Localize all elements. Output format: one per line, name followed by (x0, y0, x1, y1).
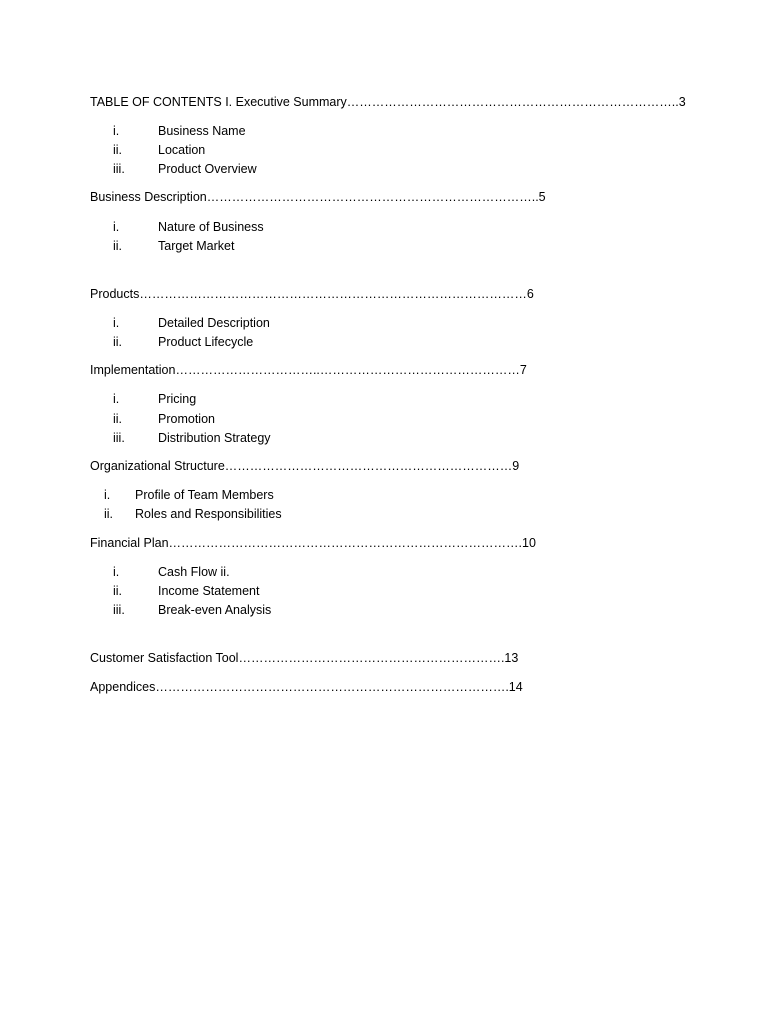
toc-heading: Organizational Structure……………………………………………………………9 (90, 459, 520, 473)
toc-subitem-label: Distribution Strategy (158, 431, 271, 445)
toc-subitem-label: Promotion (158, 412, 215, 426)
toc-subitem-number: iii. (113, 603, 125, 617)
toc-subitem-label: Target Market (158, 239, 235, 253)
toc-subitem-label: Nature of Business (158, 220, 264, 234)
toc-subitem-label: Product Overview (158, 162, 257, 176)
toc-heading: TABLE OF CONTENTS I. Executive Summary……………………………………………………………………..3 (90, 95, 686, 109)
toc-subitem-label: Pricing (158, 392, 197, 406)
toc-subitem-label: Cash Flow ii. (158, 565, 230, 579)
toc-subitem-number: i. (113, 124, 120, 138)
toc-subitem-number: i. (113, 220, 120, 234)
toc-heading: Implementation……………………………..…………………………………………7 (90, 363, 527, 377)
toc-subitem-number: ii. (104, 507, 114, 521)
toc-subitem-label: Roles and Responsibilities (135, 507, 282, 521)
toc-heading: Products…………………………………………………………………………………6 (90, 287, 534, 301)
toc-subitem-number: i. (113, 392, 120, 406)
toc-subitem-label: Location (158, 143, 206, 157)
toc-subitem-number: ii. (113, 584, 123, 598)
toc-subitem-label: Business Name (158, 124, 246, 138)
toc-subitem-label: Detailed Description (158, 316, 270, 330)
toc-subitem-label: Break-even Analysis (158, 603, 272, 617)
toc-subitem-number: ii. (113, 239, 123, 253)
toc-subitem-number: ii. (113, 143, 123, 157)
toc-subitem-number: ii. (113, 412, 123, 426)
toc-subitem-number: i. (113, 316, 120, 330)
toc-subitem-label: Profile of Team Members (135, 488, 274, 502)
toc-heading: Appendices………………………………………………………………………….14 (90, 680, 523, 694)
toc-subitem-number: ii. (113, 335, 123, 349)
toc-subitem-label: Income Statement (158, 584, 260, 598)
toc-heading: Customer Satisfaction Tool……………………………………………………….13 (90, 651, 519, 665)
toc-subitem-number: iii. (113, 162, 125, 176)
toc-subitem-number: i. (104, 488, 111, 502)
toc-heading: Business Description……………………………………………………………………..5 (90, 190, 546, 204)
toc-subitem-number: iii. (113, 431, 125, 445)
toc-subitem-label: Product Lifecycle (158, 335, 254, 349)
toc-subitem-number: i. (113, 565, 120, 579)
toc-heading: Financial Plan………………………………………………………………………….10 (90, 536, 536, 550)
